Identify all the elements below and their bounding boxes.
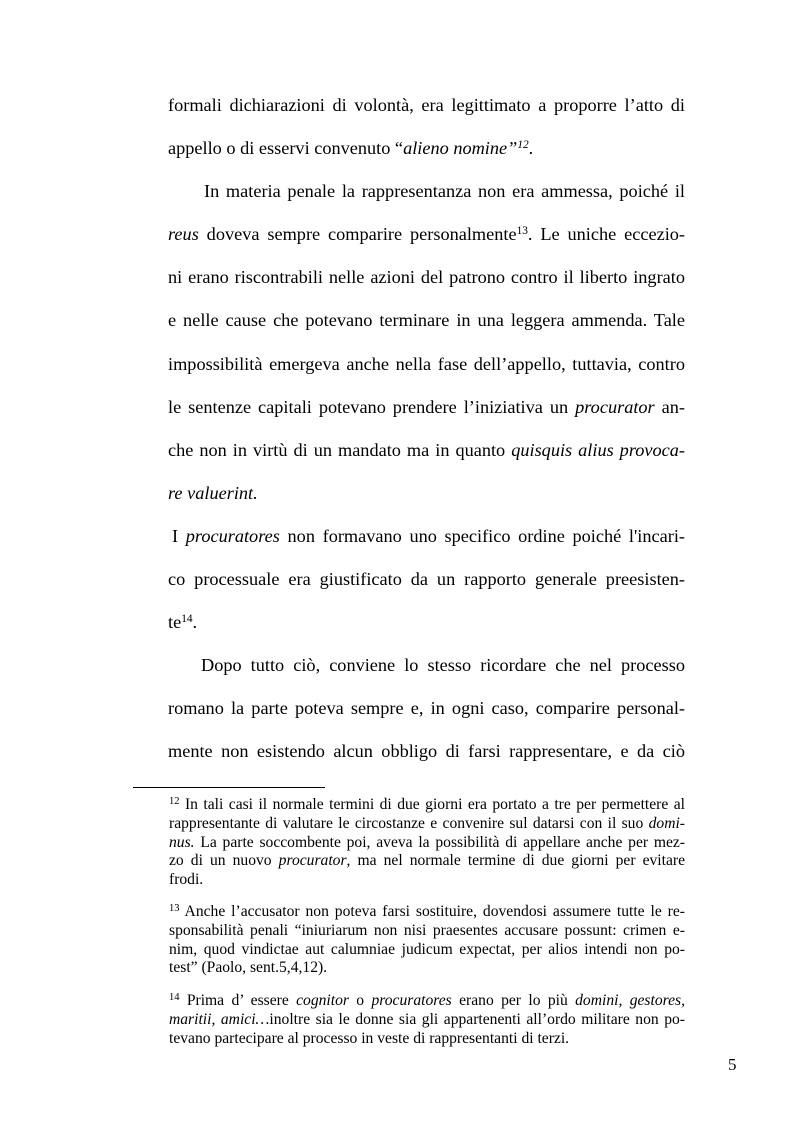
italic-term: procurator (575, 396, 655, 417)
italic-term: quisquis alius provoca- (511, 439, 685, 460)
line-text: impossibilità emergeva anche nella fase dell’appello, tuttavia, contro (168, 353, 685, 374)
line-text: te (168, 612, 182, 633)
line-text: romano la parte poteva sempre e, in ogni caso, comparire personal- (168, 698, 685, 719)
line-text: In tali casi il normale termini di due giorni era portato a tre per permettere al (179, 796, 685, 813)
line-text: o (348, 992, 372, 1009)
line-text: Anche l’accusator non poteva farsi sostituire, dovendosi assumere tutte le re- (179, 903, 685, 920)
footnote-ref-12: 12 (517, 138, 529, 151)
line-text: inoltre sia le donne sia gli appartenenti all’ordo militare non po- (269, 1010, 685, 1028)
line-text: formali dichiarazioni di volontà, era legittimato a proporre l’atto di (168, 95, 685, 115)
footnote-line (169, 871, 685, 890)
line-text: La parte soccombente poi, aveva la possibilità di appellare anche per mez- (194, 833, 685, 851)
line-text: ni erano riscontrabili nelle azioni del patrono contro il liberto ingrato (168, 267, 685, 288)
italic-term: maritii, amici… (169, 1010, 270, 1028)
page-number: 5 (728, 1055, 737, 1074)
line-text: test” (Paolo, sent.5,4,12). (169, 959, 328, 977)
footnote-line (169, 903, 685, 922)
line-text: nim, quod vindictae aut calumniae judicum expectat, per alios intendi non po- (169, 940, 685, 958)
italic-term: alieno nomine” (403, 138, 518, 159)
italic-term: reus (168, 224, 199, 245)
line-text: mente non esistendo alcun obbligo di farsi rappresentare, e da ciò (168, 741, 685, 762)
footnote-ref-14: 14 (181, 612, 193, 625)
line-text: . (528, 138, 534, 159)
line-text: erano per lo più (451, 992, 576, 1009)
line-text: In materia penale la rappresentanza non era ammessa, poiché il (204, 181, 685, 202)
footnote-line (169, 834, 685, 853)
footnote-line (169, 922, 685, 941)
italic-term: domini, gestores, (575, 992, 685, 1009)
line-text: rappresentante di valutare le circostanze e convenire sul datarsi con il suo (169, 814, 649, 832)
body-line (168, 515, 685, 558)
line-text: le sentenze capitali potevano prendere l’iniziativa un (168, 396, 576, 417)
line-text: non formavano uno specifico ordine poiché l'incari- (279, 525, 685, 546)
italic-term: domi- (648, 814, 685, 832)
line-text: an- (654, 396, 685, 417)
body-line (168, 170, 685, 213)
footnote-number: 14 (169, 992, 180, 1003)
line-text: , ma nel normale termine di due giorni per evitare (346, 852, 685, 870)
footnote-13 (169, 903, 685, 978)
line-text: che non in virtù di un mandato ma in quanto (168, 439, 512, 460)
line-text: Prima d’ essere (179, 992, 297, 1009)
line-text: I (172, 525, 186, 546)
footnote-line (169, 796, 685, 815)
body-line (168, 687, 685, 730)
footnote-line (169, 992, 685, 1011)
line-text: zo di un nuovo (169, 852, 279, 870)
line-text: co processuale era giustificato da un rapporto generale preesisten- (168, 569, 685, 590)
italic-term: cognitor (296, 992, 349, 1009)
line-text: Dopo tutto ciò, conviene lo stesso ricordare che nel processo (201, 655, 685, 676)
line-text: . (192, 612, 198, 633)
body-line (168, 299, 685, 342)
body-line (168, 644, 685, 687)
body-line (168, 343, 685, 386)
body-text (168, 84, 685, 774)
footnote-12 (169, 796, 685, 890)
footnote-line (169, 1011, 685, 1030)
line-text: sponsabilità penali “iniuriarum non nisi praesentes accusare possunt: crimen e- (169, 921, 685, 939)
body-line (168, 84, 685, 127)
line-text: . Le uniche eccezio- (527, 224, 686, 245)
footnote-ref-13: 13 (516, 225, 528, 238)
body-line (168, 256, 685, 299)
footnote-number: 12 (169, 796, 180, 807)
italic-term: procuratores (371, 992, 452, 1009)
line-text: frodi. (169, 871, 204, 888)
line-text: appello o di esservi convenuto “ (168, 138, 404, 159)
footnote-line (169, 1030, 685, 1049)
line-text: doveva sempre comparire personalmente (198, 224, 517, 245)
footnote-line (169, 815, 685, 834)
body-line (168, 472, 685, 515)
line-text: tevano partecipare al processo in veste di rappresentanti di terzi. (169, 1029, 570, 1047)
footnote-line (169, 941, 685, 960)
italic-term: procuratores (185, 525, 280, 546)
body-line (168, 213, 685, 256)
body-line (168, 386, 685, 429)
footnote-separator (133, 787, 325, 788)
body-line (168, 127, 685, 170)
footnote-line (169, 852, 685, 871)
body-line (168, 429, 685, 472)
body-line (168, 601, 685, 644)
body-line (168, 730, 685, 773)
italic-term: re valuerint. (168, 482, 258, 503)
body-line (168, 558, 685, 601)
line-text: e nelle cause che potevano terminare in una leggera ammenda. Tale (168, 310, 685, 331)
footnote-line (169, 959, 685, 978)
footnote-14 (169, 992, 685, 1048)
footnote-number: 13 (169, 903, 180, 914)
italic-term: procurator (278, 852, 347, 870)
italic-term: nus. (169, 833, 195, 851)
